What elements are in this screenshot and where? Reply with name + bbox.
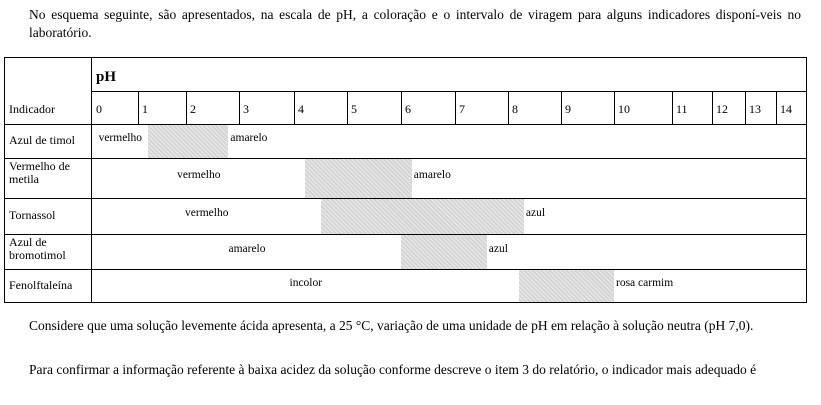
indicator-name: Fenolftaleína	[9, 278, 73, 292]
transition-range-bar	[148, 125, 229, 158]
ph-header: pH	[96, 69, 117, 85]
indicator-name: Azul de bromotimol	[9, 235, 66, 262]
base-color-label: azul	[525, 207, 546, 219]
consider-text: Considere que uma solução levemente ácida apresenta, a 25 °C, variação de uma unidade de pH em relação à solução neutra (pH 7,0).	[29, 318, 754, 333]
ph-tick-label: 11	[676, 102, 688, 116]
ph-tick-line	[672, 91, 673, 124]
ph-tick-line	[614, 91, 615, 124]
ph-tick-line	[712, 91, 713, 124]
ph-tick-line	[745, 91, 746, 124]
base-color-label: amarelo	[230, 132, 268, 144]
acid-color-label: vermelho	[177, 169, 221, 181]
ph-tick-label: 1	[142, 102, 148, 116]
transition-range-bar	[305, 159, 412, 198]
ph-tick-label: 13	[749, 102, 761, 116]
indicator-header: Indicador	[9, 102, 55, 116]
ph-tick-label: 12	[716, 102, 728, 116]
transition-range-bar	[321, 199, 524, 234]
ph-tick-label: 9	[565, 102, 571, 116]
acid-color-label: vermelho	[98, 132, 143, 144]
question-text: Para confirmar a informação referente à baixa acidez da solução conforme descreve o item 3 do relatório, o indicador mais adequado é	[29, 362, 757, 377]
acid-color-label: vermelho	[185, 207, 229, 219]
ph-tick-line	[401, 91, 402, 124]
intro-text: No esquema seguinte, são apresentados, na escala de pH, a coloração e o intervalo de viragem para alguns indicadores disponí-veis no laboratório.	[29, 7, 801, 40]
divider	[5, 269, 806, 270]
indicator-name: Tornassol	[9, 208, 56, 222]
ph-tick-label: 14	[780, 102, 792, 116]
divider	[91, 91, 806, 92]
indicator-name: Vermelho de metila	[9, 159, 70, 186]
transition-range-bar	[401, 235, 487, 269]
ph-indicator-table	[4, 57, 807, 303]
ph-tick-label: 5	[351, 102, 357, 116]
indicator-name: Azul de timol	[9, 133, 75, 147]
ph-tick-label: 10	[618, 102, 630, 116]
ph-tick-label: 7	[459, 102, 465, 116]
ph-tick-line	[294, 91, 295, 124]
divider	[5, 124, 806, 125]
base-color-label: azul	[488, 243, 508, 255]
ph-tick-line	[239, 91, 240, 124]
ph-tick-line	[138, 91, 139, 124]
ph-tick-label: 3	[243, 102, 249, 116]
ph-tick-label: 6	[405, 102, 411, 116]
ph-tick-line	[508, 91, 509, 124]
ph-tick-label: 0	[96, 102, 102, 116]
acid-color-label: incolor	[289, 277, 323, 289]
ph-tick-label: 8	[512, 102, 518, 116]
ph-tick-line	[186, 91, 187, 124]
ph-tick-line	[776, 91, 777, 124]
base-color-label: rosa carmim	[616, 277, 674, 289]
ph-tick-label: 2	[190, 102, 196, 116]
base-color-label: amarelo	[413, 169, 451, 181]
transition-range-bar	[519, 270, 614, 302]
ph-tick-label: 4	[298, 102, 304, 116]
ph-tick-line	[347, 91, 348, 124]
acid-color-label: amarelo	[228, 243, 266, 255]
ph-tick-line	[455, 91, 456, 124]
ph-tick-line	[561, 91, 562, 124]
